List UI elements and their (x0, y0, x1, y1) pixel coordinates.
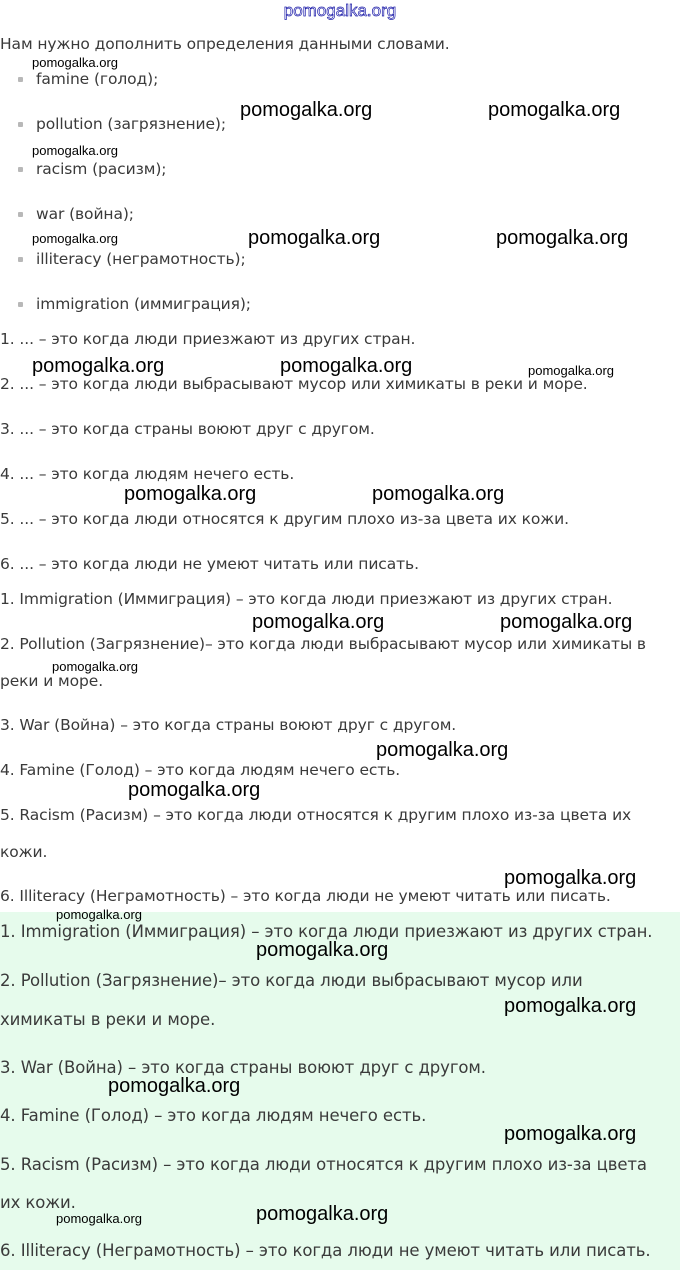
watermark: pomogalka.org (240, 99, 373, 121)
answer-line: 4. Famine (Голод) – это когда людям нечего есть. (0, 1106, 427, 1125)
watermark: pomogalka.org (52, 659, 138, 674)
answer-line: 3. War (Война) – это когда страны воюют друг с другом. (0, 716, 457, 734)
answer-line: 3. War (Война) – это когда страны воюют друг с другом. (0, 1058, 486, 1077)
list-item: pollution (загрязнение); (36, 115, 226, 133)
answer-line: 1. Immigration (Иммиграция) – это когда люди приезжают из других стран. (0, 922, 653, 941)
watermark: pomogalka.org (56, 907, 142, 922)
task-line: 2. ... – это когда люди выбрасывают мусор или химикаты в реки и море. (0, 375, 588, 393)
watermark: pomogalka.org (504, 867, 637, 889)
bullet-icon (18, 257, 23, 262)
task-line: 6. ... – это когда люди не умеют читать или писать. (0, 555, 419, 573)
answer-line: 5. Racism (Расизм) – это когда люди относятся к другим плохо из-за цвета (0, 1155, 647, 1174)
watermark: pomogalka.org (376, 739, 509, 761)
watermark: pomogalka.org (280, 355, 413, 377)
watermark: pomogalka.org (128, 779, 261, 801)
site-logo[interactable]: pomogalka.org (283, 1, 397, 20)
watermark: pomogalka.org (56, 1211, 142, 1226)
watermark: pomogalka.org (528, 363, 614, 378)
answer-line: их кожи. (0, 1193, 76, 1212)
answer-line: кожи. (0, 843, 48, 861)
watermark: pomogalka.org (32, 55, 118, 70)
watermark: pomogalka.org (252, 611, 385, 633)
list-item: illiteracy (неграмотность); (36, 250, 246, 268)
bullet-icon (18, 212, 23, 217)
watermark: pomogalka.org (124, 483, 257, 505)
answer-line: реки и море. (0, 672, 104, 690)
watermark: pomogalka.org (488, 99, 621, 121)
watermark: pomogalka.org (32, 355, 165, 377)
watermark: pomogalka.org (372, 483, 505, 505)
task-line: 3. ... – это когда страны воюют друг с другом. (0, 420, 375, 438)
list-item: immigration (иммиграция); (36, 295, 251, 313)
bullet-icon (18, 77, 23, 82)
watermark: pomogalka.org (256, 939, 389, 961)
answer-line: 6. Illiteracy (Неграмотность) – это когда люди не умеют читать или писать. (0, 1241, 651, 1260)
list-item: racism (расизм); (36, 160, 167, 178)
answer-line: 1. Immigration (Иммиграция) – это когда люди приезжают из других стран. (0, 590, 613, 608)
answer-line: 2. Pollution (Загрязнение)– это когда люди выбрасывают мусор или (0, 971, 583, 990)
task-line: 1. ... – это когда люди приезжают из других стран. (0, 330, 416, 348)
bullet-icon (18, 167, 23, 172)
task-line: 5. ... – это когда люди относятся к другим плохо из-за цвета их кожи. (0, 510, 569, 528)
watermark: pomogalka.org (248, 227, 381, 249)
watermark: pomogalka.org (496, 227, 629, 249)
watermark: pomogalka.org (32, 231, 118, 246)
answer-line: химикаты в реки и море. (0, 1010, 216, 1029)
task-line: 4. ... – это когда людям нечего есть. (0, 465, 295, 483)
watermark: pomogalka.org (504, 995, 637, 1017)
watermark: pomogalka.org (500, 611, 633, 633)
watermark: pomogalka.org (108, 1075, 241, 1097)
list-item: war (война); (36, 205, 134, 223)
watermark: pomogalka.org (256, 1203, 389, 1225)
answer-line: 2. Pollution (Загрязнение)– это когда люди выбрасывают мусор или химикаты в (0, 635, 646, 653)
answer-line: 5. Racism (Расизм) – это когда люди относятся к другим плохо из-за цвета их (0, 806, 632, 824)
bullet-icon (18, 122, 23, 127)
watermark: pomogalka.org (504, 1123, 637, 1145)
watermark: pomogalka.org (32, 143, 118, 158)
intro-text: Нам нужно дополнить определения данными словами. (0, 35, 450, 53)
answer-line: 4. Famine (Голод) – это когда людям нечего есть. (0, 761, 401, 779)
answer-line: 6. Illiteracy (Неграмотность) – это когда люди не умеют читать или писать. (0, 887, 611, 905)
bullet-icon (18, 302, 23, 307)
list-item: famine (голод); (36, 70, 159, 88)
